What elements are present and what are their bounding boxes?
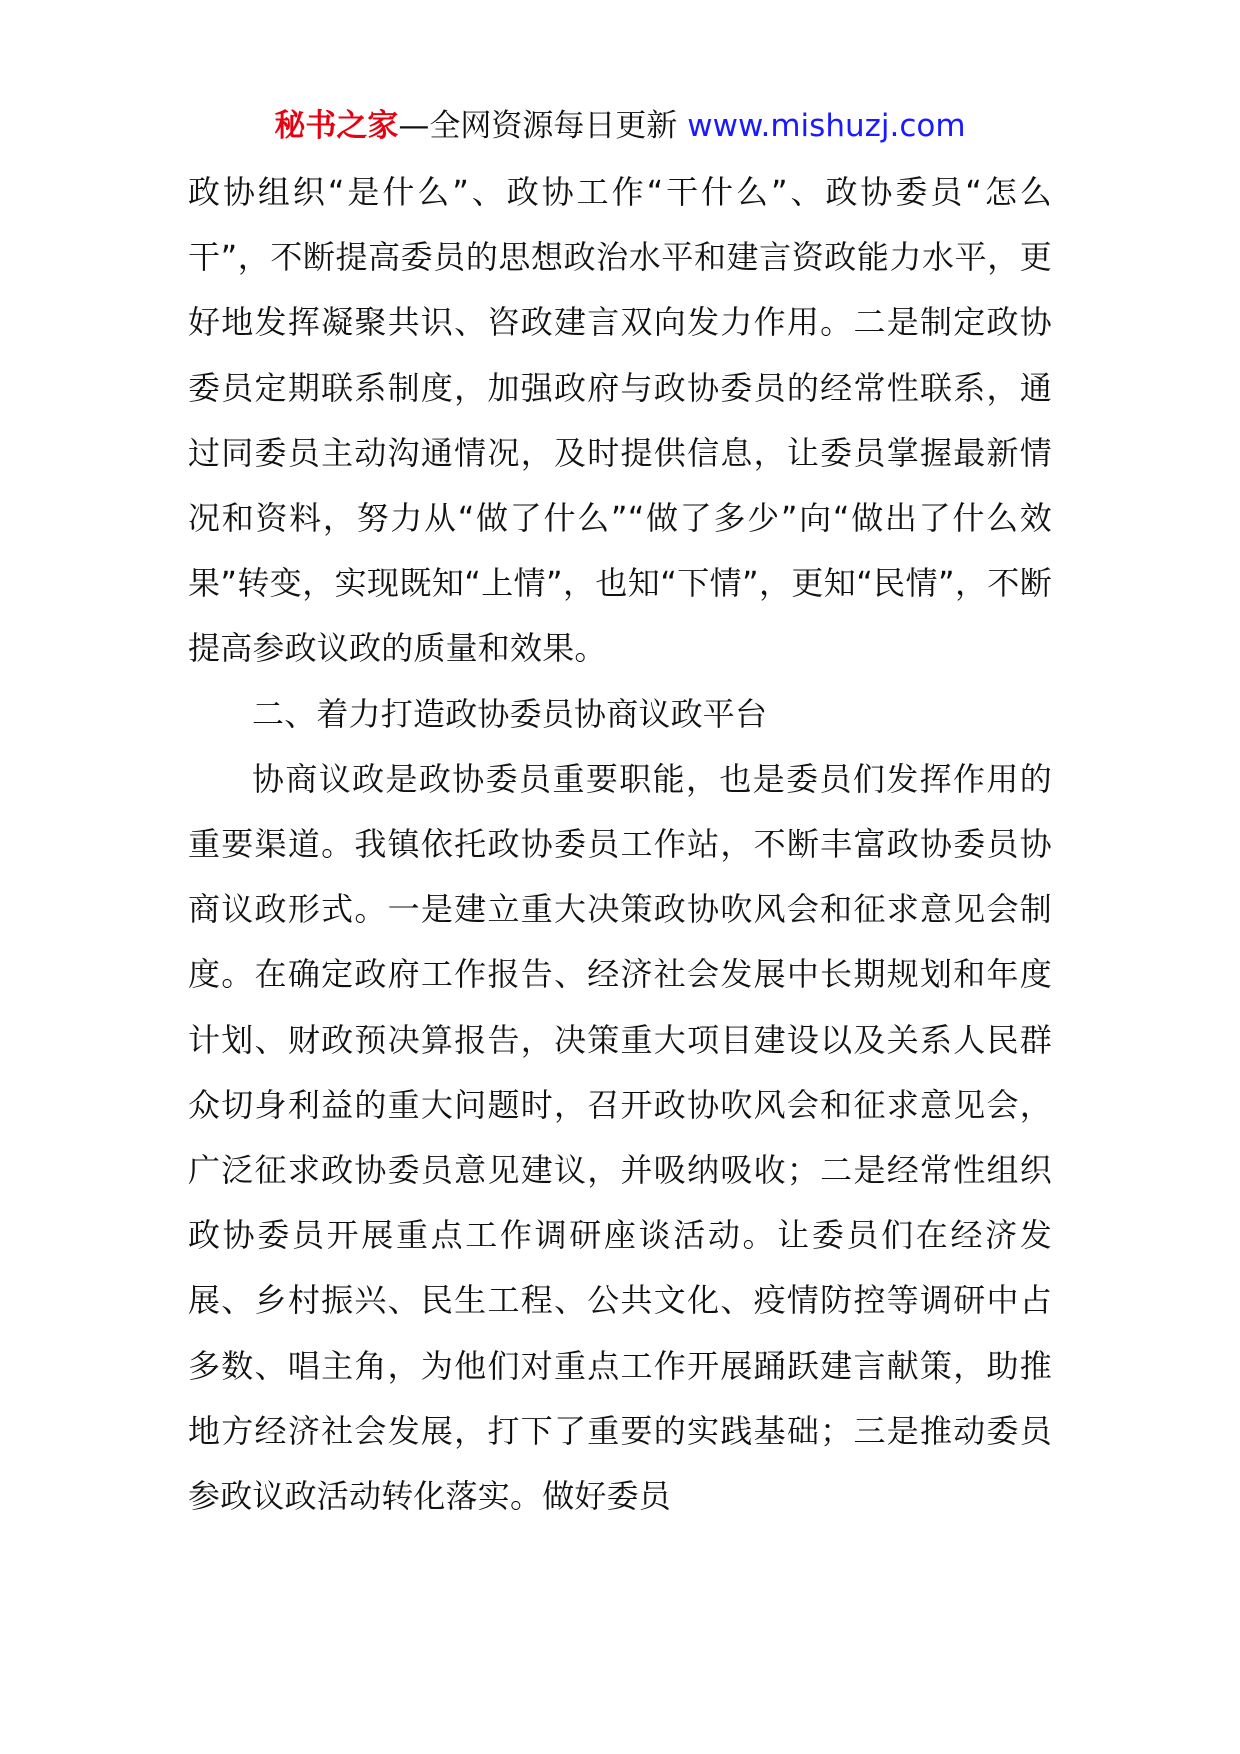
document-body bbox=[188, 160, 1052, 1529]
body-paragraph: 协商议政是政协委员重要职能，也是委员们发挥作用的重要渠道。我镇依托政协委员工作站，不断丰富政协委员协商议政形式。一是建立重大决策政协吹风会和征求意见会制度。在确定政府工作报告、经济社会发展中长期规划和年度计划、财政预决算报告，决策重大项目建设以及关系人民群众切身利益的重大问题时，召开政协吹风会和征求意见会，广泛征求政协委员意见建议，并吸纳吸收；二是经常性组织政协委员开展重点工作调研座谈活动。让委员们在经济发展、乡村振兴、民生工程、公共文化、疫情防控等调研中占多数、唱主角，为他们对重点工作开展踊跃建言献策，助推地方经济社会发展，打下了重要的实践基础；三是推动委员参政议政活动转化落实。做好委员 bbox=[188, 759, 1052, 1516]
section-heading: 二、着力打造政协委员协商议政平台 bbox=[252, 694, 768, 733]
header-url-link[interactable]: www.mishuzj.com bbox=[687, 108, 966, 144]
page-header bbox=[0, 98, 1240, 154]
header-tagline: —全网资源每日更新 bbox=[398, 108, 688, 144]
header-brand: 秘书之家 bbox=[274, 108, 399, 144]
body-paragraph: 政协组织“是什么”、政协工作“干什么”、政协委员“怎么干”，不断提高委员的思想政治水平和建言资政能力水平，更好地发挥凝聚共识、咨政建言双向发力作用。二是制定政协委员定期联系制度，加强政府与政协委员的经常性联系，通过同委员主动沟通情况，及时提供信息，让委员掌握最新情况和资料，努力从“做了什么”“做了多少”向“做出了什么效果”转变，实现既知“上情”，也知“下情”，更知“民情”，不断提高参政议政的质量和效果。 bbox=[188, 173, 1052, 668]
